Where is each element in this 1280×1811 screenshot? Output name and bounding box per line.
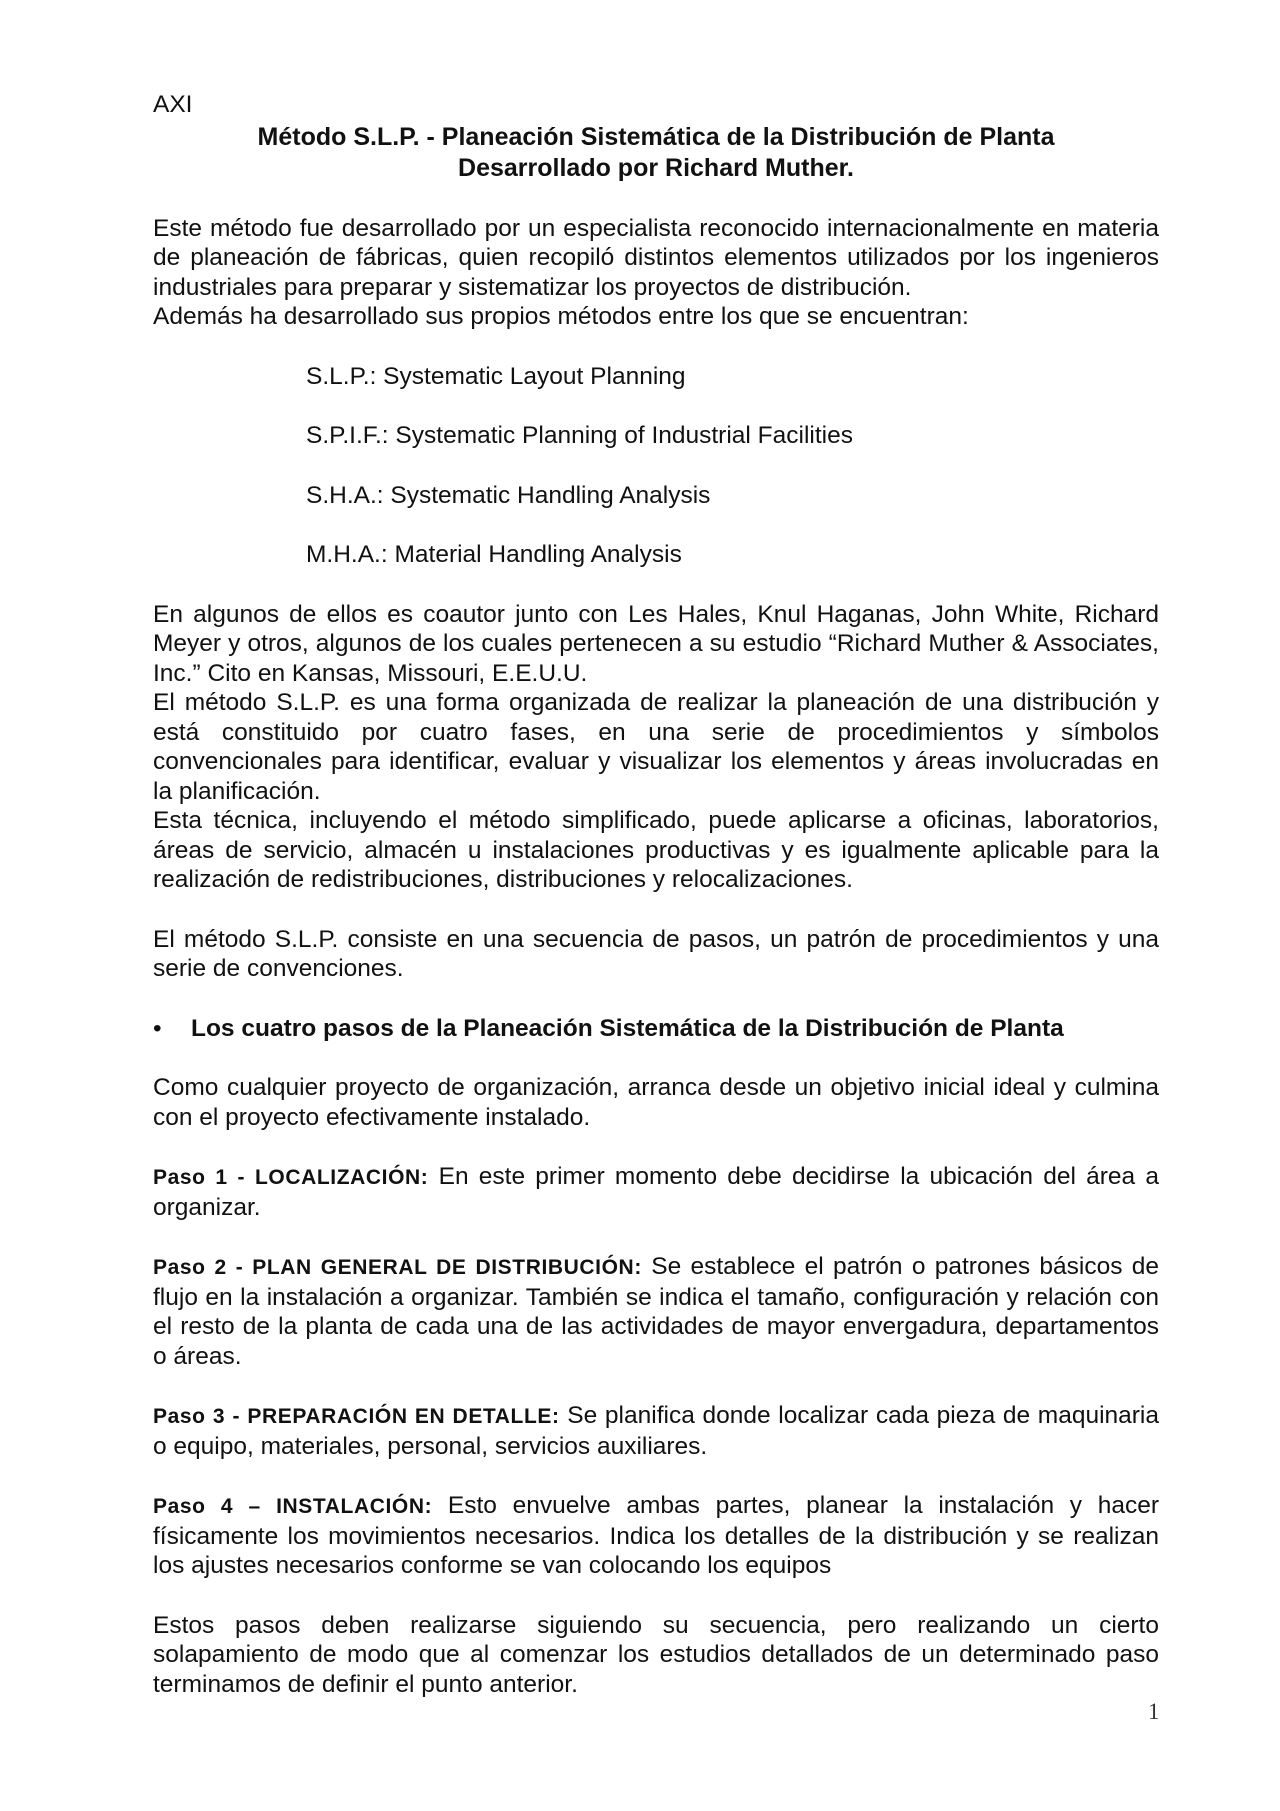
step-2-label: Paso 2 - PLAN GENERAL DE DISTRIBUCIÓN:: [153, 1256, 642, 1279]
step-4-text: Esto envuelve ambas partes, planear la instalación y hacer físicamente los movimientos necesarios. Indica los detalles de la distribución y se realizan los ajustes necesarios conforme se van colocando los equipos: [153, 1492, 1159, 1579]
method-item-sha: S.H.A.: Systematic Handling Analysis: [306, 481, 711, 509]
closing-paragraph: Estos pasos deben realizarse siguiendo su secuencia, pero realizando un cierto solapamiento de modo que al comenzar los estudios detallados de un determinado paso terminamos de definir el punto anterior.: [153, 1611, 1159, 1698]
steps-heading-text: Los cuatro pasos de la Planeación Sistemática de la Distribución de Planta: [191, 1014, 1064, 1042]
step-3-text: Se planifica donde localizar cada pieza de maquinaria o equipo, materiales, personal, servicios auxiliares.: [153, 1402, 1160, 1460]
intro-methods-paragraph: Además ha desarrollado sus propios métodos entre los que se encuentran:: [153, 303, 969, 330]
sequence-paragraph: El método S.L.P. consiste en una secuencia de pasos, un patrón de procedimientos y una serie de convenciones.: [153, 925, 1159, 982]
steps-heading: [153, 1014, 1159, 1044]
step-3-label: Paso 3 - PREPARACIÓN EN DETALLE:: [153, 1405, 560, 1428]
method-item-slp: S.L.P.: Systematic Layout Planning: [306, 362, 686, 390]
title-line-2: Desarrollado por Richard Muther.: [458, 153, 854, 182]
method-item-spif: S.P.I.F.: Systematic Planning of Industrial Facilities: [306, 422, 853, 449]
method-item-mha: M.H.A.: Material Handling Analysis: [306, 541, 682, 568]
bullet-icon: •: [153, 1014, 162, 1042]
step-1-label: Paso 1 - LOCALIZACIÓN:: [153, 1166, 429, 1189]
organization-paragraph: Como cualquier proyecto de organización, arranca desde un objetivo inicial ideal y culmina con el proyecto efectivamente instalado.: [153, 1074, 1159, 1131]
step-3-paragraph: [153, 1401, 1159, 1461]
step-4-paragraph: [153, 1491, 1159, 1581]
step-1-text: En este primer momento debe decidirse la ubicación del área a organizar.: [153, 1163, 1159, 1221]
slp-definition-paragraph: El método S.L.P. es una forma organizada de realizar la planeación de una distribución y está constituido por cuatro fases, en una serie de procedimientos y símbolos convencionales para identificar, evaluar y visualizar los elementos y áreas involucradas en la planificación.: [153, 689, 1159, 805]
page-number: 1: [1148, 1699, 1160, 1724]
document-title: [153, 122, 1159, 184]
step-4-label: Paso 4 – INSTALACIÓN:: [153, 1495, 433, 1518]
step-1-paragraph: [153, 1162, 1159, 1222]
technique-paragraph: Esta técnica, incluyendo el método simplificado, puede aplicarse a oficinas, laboratorios, áreas de servicio, almacén u instalaciones productivas y es igualmente aplicable para la realización de redistribuciones, distribuciones y relocalizaciones.: [153, 807, 1159, 893]
coauthors-paragraph: En algunos de ellos es coautor junto con Les Hales, Knul Haganas, John White, Richard Meyer y otros, algunos de los cuales pertenecen a su estudio “Richard Muther & Associates, Inc.” Cito en Kansas, Missouri, E.E.U.U.: [153, 600, 1159, 687]
title-line-1: Método S.L.P. - Planeación Sistemática de la Distribución de Planta: [257, 122, 1055, 151]
intro-paragraph: Este método fue desarrollado por un especialista reconocido internacionalmente en materia de planeación de fábricas, quien recopiló distintos elementos utilizados por los ingenieros industriales para preparar y sistematizar los proyectos de distribución.: [153, 214, 1159, 301]
header-tag: AXI: [153, 91, 193, 118]
step-2-paragraph: [153, 1252, 1159, 1371]
methods-list: [306, 362, 1159, 570]
document-body: [153, 90, 1159, 1699]
step-2-text: Se establece el patrón o patrones básicos de flujo en la instalación a organizar. También se indica el tamaño, configuración y relación con el resto de la planta de cada una de las actividades de mayor envergadura, departamentos o áreas.: [153, 1253, 1160, 1370]
